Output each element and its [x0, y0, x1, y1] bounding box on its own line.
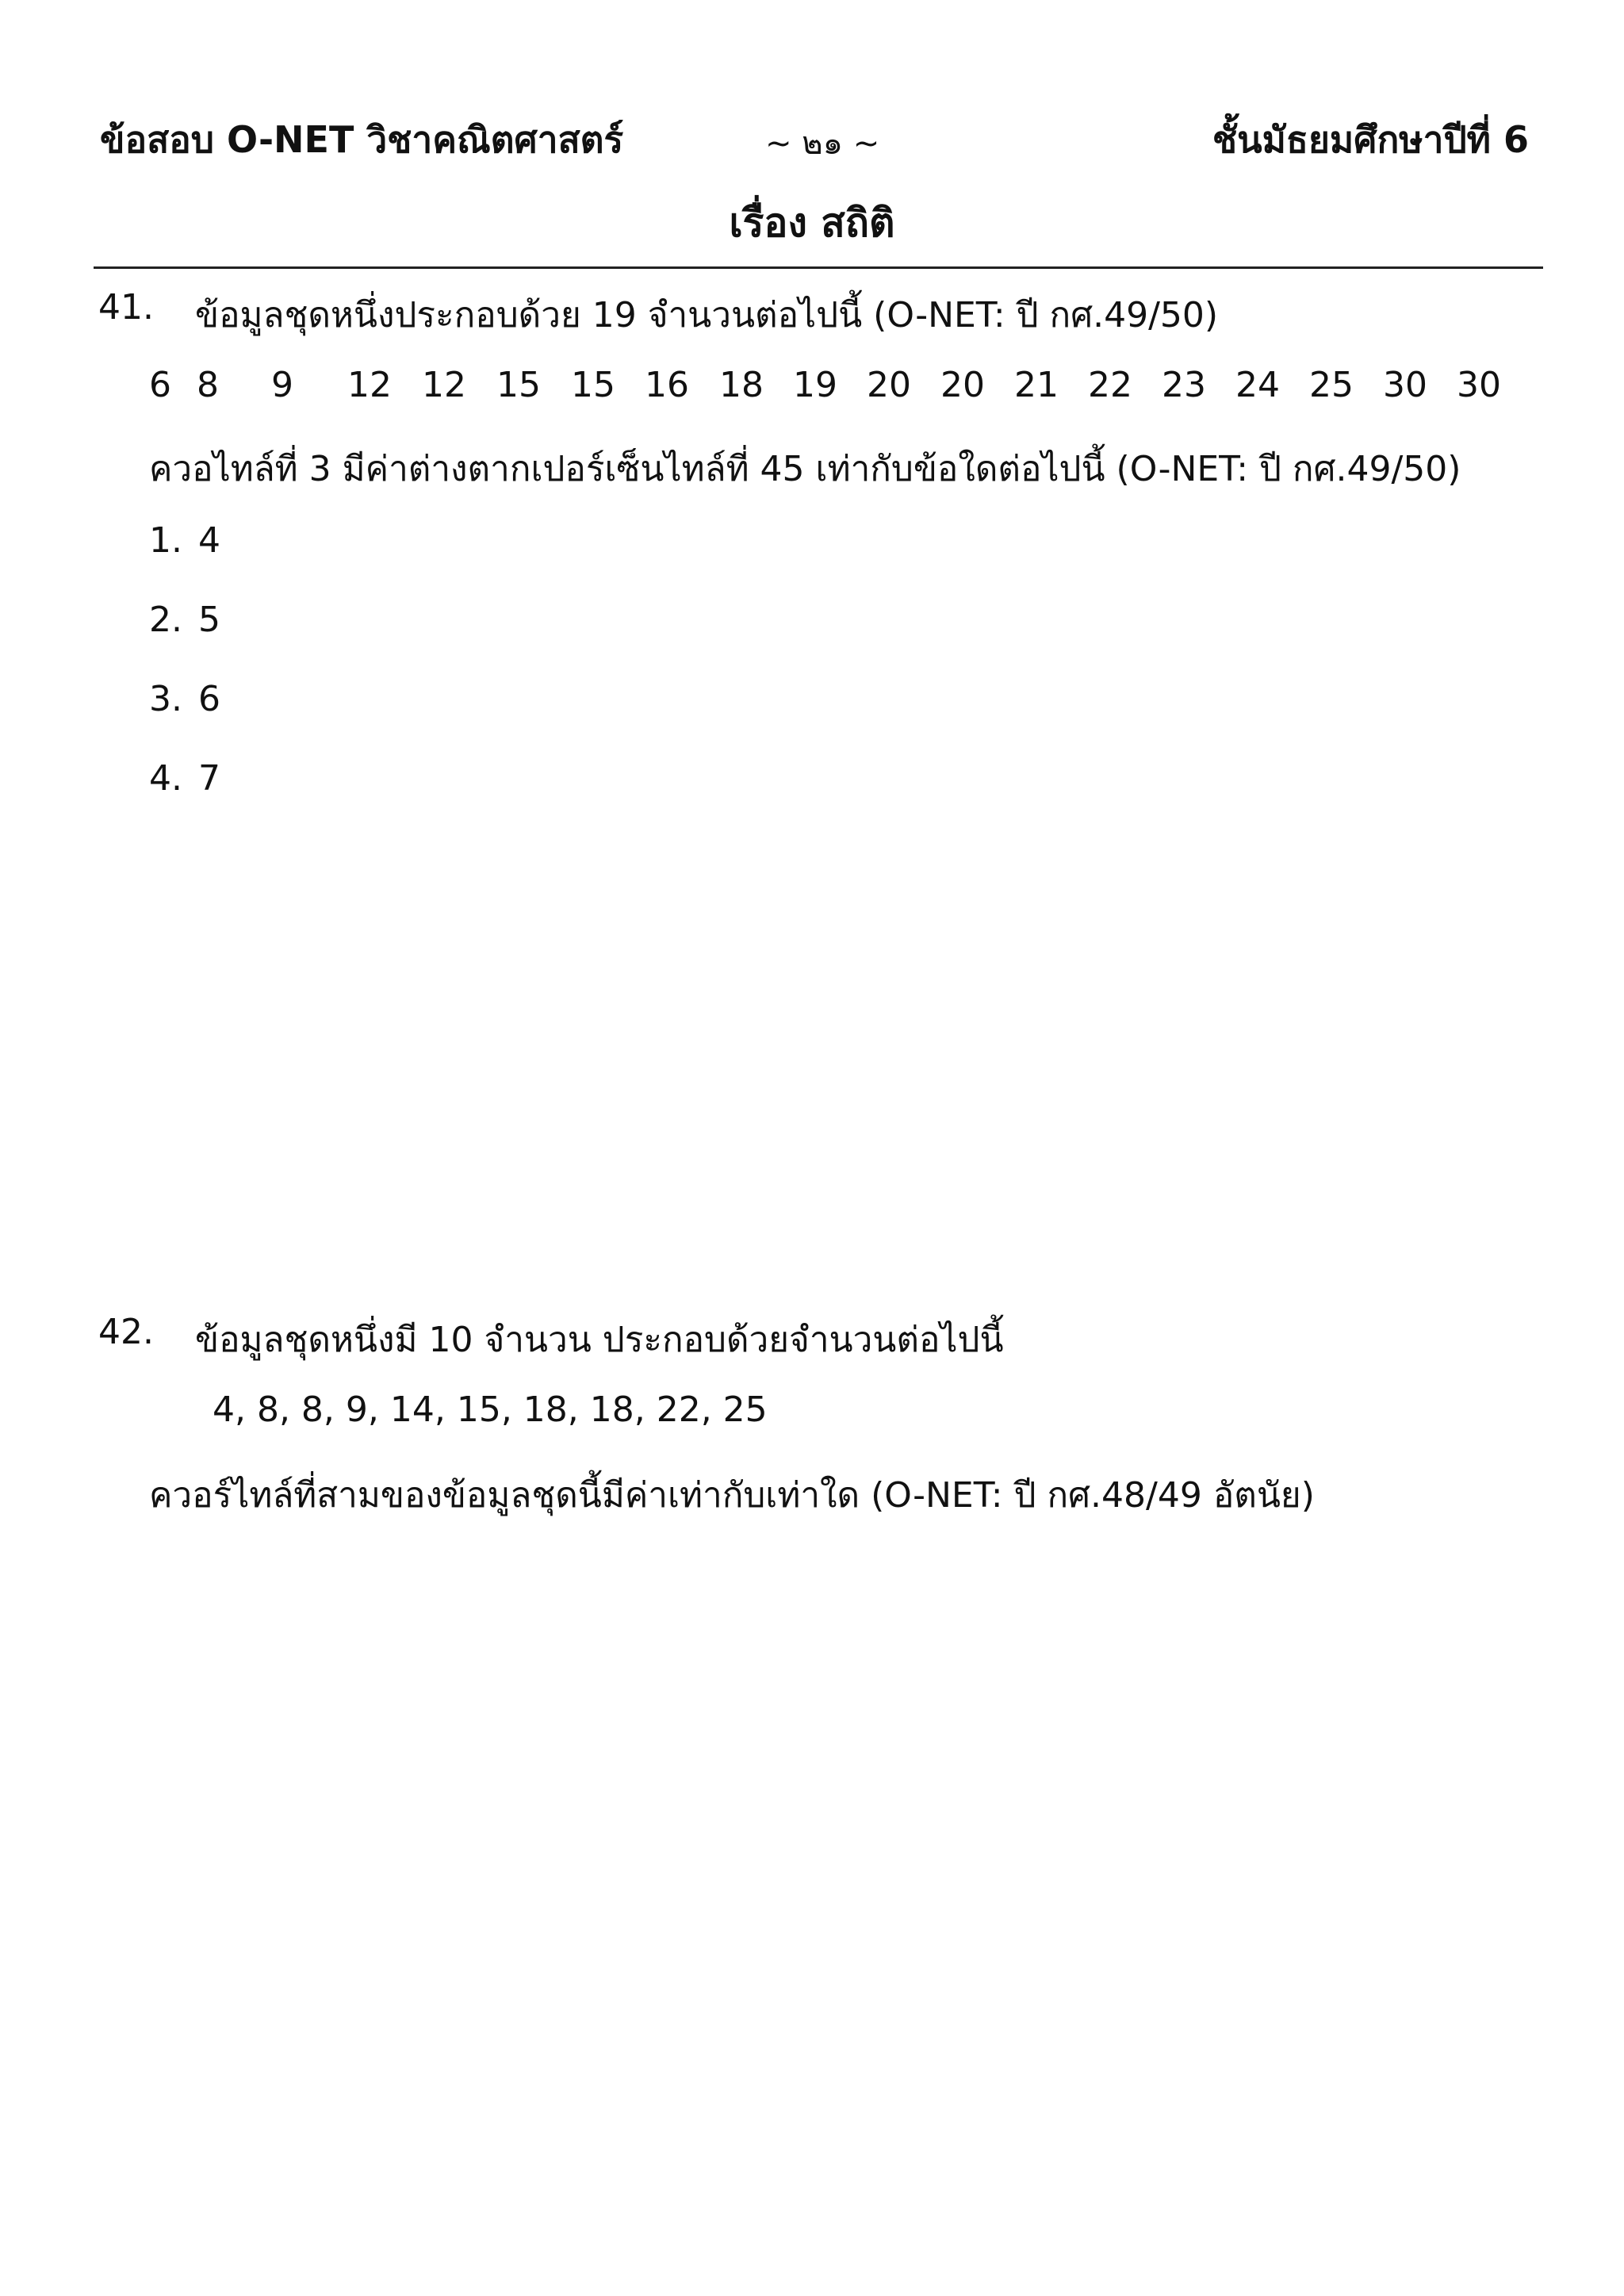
data-value: 8	[197, 365, 219, 405]
page-number: ~ ๒๑ ~	[765, 125, 880, 162]
data-value: 16	[645, 365, 689, 405]
data-value: 24	[1235, 365, 1280, 405]
choice-2[interactable]	[149, 600, 220, 640]
choice-number: 4.	[149, 758, 182, 799]
question-42-subtext: ควอร์ไทล์ที่สามของข้อมูลชุดนี้มีค่าเท่ากับเท่าใด (O-NET: ปี กศ.48/49 อัตนัย)	[149, 1475, 1315, 1516]
data-value: 23	[1162, 365, 1206, 405]
data-value: 25	[1309, 365, 1354, 405]
question-41-text: ข้อมูลชุดหนึ่งประกอบด้วย 19 จำนวนต่อไปนี้ (O-NET: ปี กศ.49/50)	[195, 295, 1219, 335]
choice-number: 3.	[149, 679, 182, 719]
page-title: เรื่อง สถิติ	[729, 200, 895, 246]
data-value: 30	[1457, 365, 1501, 405]
data-value: 12	[422, 365, 466, 405]
choice-4[interactable]	[149, 758, 220, 799]
data-value: 19	[793, 365, 837, 405]
choice-value: 7	[198, 758, 220, 799]
choice-value: 5	[198, 600, 220, 640]
header-grade: ชั้นมัธยมศึกษาปีที่ 6	[1212, 118, 1529, 161]
question-42-data: 4, 8, 8, 9, 14, 15, 18, 18, 22, 25	[213, 1389, 768, 1430]
choice-number: 2.	[149, 600, 182, 640]
data-value: 6	[149, 365, 171, 405]
choice-3[interactable]	[149, 679, 220, 719]
question-42-text: ข้อมูลชุดหนึ่งมี 10 จำนวน ประกอบด้วยจำนวนต่อไปนี้	[195, 1320, 1004, 1360]
question-41-subtext: ควอไทล์ที่ 3 มีค่าต่างตากเปอร์เซ็นไทล์ที่ 45 เท่ากับข้อใดต่อไปนี้ (O-NET: ปี กศ.49/50)	[149, 449, 1461, 489]
choice-number: 1.	[149, 520, 182, 561]
choice-value: 4	[198, 520, 220, 561]
header-divider	[94, 266, 1543, 269]
data-value: 15	[496, 365, 541, 405]
data-value: 18	[719, 365, 764, 405]
header-subject: ข้อสอบ O-NET วิชาคณิตศาสตร์	[100, 118, 624, 161]
data-value: 30	[1383, 365, 1427, 405]
data-value: 21	[1014, 365, 1059, 405]
data-value: 15	[571, 365, 615, 405]
data-value: 9	[271, 365, 293, 405]
data-value: 22	[1088, 365, 1132, 405]
choice-value: 6	[198, 679, 220, 719]
data-value: 20	[867, 365, 911, 405]
choice-1[interactable]	[149, 520, 220, 561]
question-41-number: 41.	[98, 287, 154, 328]
question-42-number: 42.	[98, 1312, 154, 1352]
data-value: 12	[347, 365, 392, 405]
data-value: 20	[940, 365, 985, 405]
